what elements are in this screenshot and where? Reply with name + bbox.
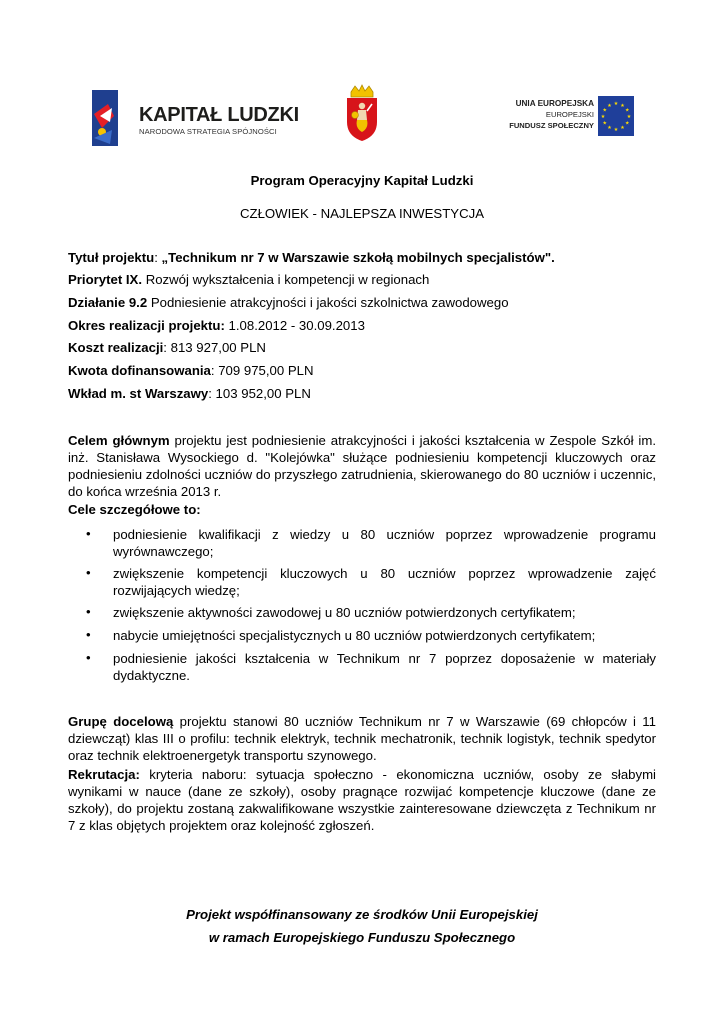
svg-text:★: ★ <box>620 102 625 109</box>
eu-line-1: UNIA EUROPEJSKA <box>515 99 594 108</box>
kapital-ludzki-subtitle: NARODOWA STRATEGIA SPÓJNOŚCI <box>139 127 277 136</box>
action-label: Działanie 9.2 <box>68 295 148 310</box>
cost-value: : 813 927,00 PLN <box>163 340 266 355</box>
period-line <box>68 318 365 333</box>
eu-line-2: EUROPEJSKI <box>545 110 594 119</box>
main-goal-paragraph <box>68 432 656 500</box>
project-title-value: „Technikum nr 7 w Warszawie szkołą mobilnych specjalistów". <box>161 250 555 265</box>
kapital-ludzki-emblem-icon <box>88 86 136 150</box>
target-group-label: Grupę docelową <box>68 714 174 729</box>
list-item-text: zwiększenie aktywności zawodowej u 80 uczniów potwierdzonych certyfikatem; <box>113 605 576 620</box>
svg-text:★: ★ <box>602 107 608 114</box>
eu-flag-icon <box>598 96 634 136</box>
bullet-icon: • <box>86 526 91 541</box>
funding-line <box>68 363 314 378</box>
svg-text:★: ★ <box>624 107 630 114</box>
priority-line <box>68 272 429 287</box>
priority-value: Rozwój wykształcenia i kompetencji w regionach <box>142 272 430 287</box>
target-group-paragraph <box>68 713 656 764</box>
bullet-icon: • <box>86 565 91 580</box>
list-item-text: podniesienie kwalifikacji z wiedzy u 80 uczniów poprzez wprowadzenie programu wyrównawczego; <box>113 527 656 559</box>
main-goal-label: Celem głównym <box>68 433 170 448</box>
contribution-line <box>68 386 311 401</box>
recruitment-text: kryteria naboru: sytuacja społeczno - ekonomiczna uczniów, osoby ze słabymi wynikami w nauce (dane ze szkoły), osoby pragnące rozwijać kompetencje kluczowe (dane ze szkoły), do projektu zostaną zakwalifikowane wszystkie zainteresowane dziewczęta z Technikum nr 7 z klas objętych projektem oraz kolejność zgłoszeń. <box>68 767 656 833</box>
footer-line-2: w ramach Europejskiego Funduszu Społecznego <box>208 930 516 945</box>
bullet-icon: • <box>86 650 91 665</box>
recruitment-paragraph <box>68 766 656 834</box>
warsaw-crest <box>343 84 381 142</box>
funding-value: : 709 975,00 PLN <box>210 363 314 378</box>
priority-label: Priorytet IX. <box>68 272 143 287</box>
project-title-sep: : <box>154 250 162 265</box>
cost-label: Koszt realizacji <box>68 340 164 355</box>
svg-text:★: ★ <box>620 125 625 132</box>
warsaw-crest-icon <box>343 84 381 142</box>
list-item-text: nabycie umiejętności specjalistycznych u 80 uczniów potwierdzonych certyfikatem; <box>113 628 596 643</box>
funding-label: Kwota dofinansowania <box>68 363 211 378</box>
action-line <box>68 295 509 310</box>
svg-text:★: ★ <box>613 101 619 107</box>
target-group-text: projektu stanowi 80 uczniów Technikum nr 7 w Warszawie (69 chłopców i 11 dziewcząt) klas III o profilu: technik elektryk, technik mechatronik, technik logistyk, technik spedytor oraz technik elektroenergetyk transportu szynowego. <box>68 714 656 763</box>
svg-text:★: ★ <box>626 114 632 120</box>
bullet-icon: • <box>86 604 91 619</box>
main-goal-text: projektu jest podniesienie atrakcyjności i jakości kształcenia w Zespole Szkół im. inż. Stanisława Wysockiego d. "Kolejówka" służące podniesieniu kompetencji kluczowych oraz podniesieniu zdolności uczniów do przyszłego zatrudnienia, skierowanego do 80 uczniów i uczennic, do końca września 2013 r. <box>68 433 656 499</box>
slogan: CZŁOWIEK - NAJLEPSZA INWESTYCJA <box>239 206 484 221</box>
footer-line-1: Projekt współfinansowany ze środków Unii Europejskiej <box>186 907 538 922</box>
list-item-text: zwiększenie kompetencji kluczowych u 80 uczniów poprzez wprowadzenie zajęć rozwijających wiedzę; <box>113 566 656 598</box>
contribution-value: : 103 952,00 PLN <box>208 386 311 401</box>
bullet-icon: • <box>86 627 91 642</box>
period-value: 1.08.2012 - 30.09.2013 <box>224 318 365 333</box>
action-value: Podniesienie atrakcyjności i jakości szkolnictwa zawodowego <box>147 295 509 310</box>
kapital-ludzki-title: KAPITAŁ LUDZKI <box>139 104 299 126</box>
eu-logo <box>470 86 650 150</box>
cost-line <box>68 340 266 355</box>
svg-text:★: ★ <box>607 125 612 132</box>
svg-text:★: ★ <box>600 114 606 120</box>
list-item-text: podniesienie jakości kształcenia w Technikum nr 7 poprzez doposażenie w materiały dydaktyczne. <box>113 651 656 683</box>
project-title-line <box>68 250 555 265</box>
contribution-label: Wkład m. st Warszawy <box>68 386 209 401</box>
eu-line-3: FUNDUSZ SPOŁECZNY <box>509 121 594 130</box>
specific-goals-heading: Cele szczegółowe to: <box>68 502 201 517</box>
program-title: Program Operacyjny Kapitał Ludzki <box>250 173 474 188</box>
recruitment-label: Rekrutacja: <box>68 767 140 782</box>
svg-text:★: ★ <box>624 120 630 127</box>
kapital-ludzki-logo <box>88 86 299 150</box>
project-title-label: Tytuł projektu <box>68 250 155 265</box>
svg-text:★: ★ <box>607 102 612 109</box>
svg-text:★: ★ <box>613 127 619 133</box>
svg-text:★: ★ <box>602 120 608 127</box>
period-label: Okres realizacji projektu: <box>68 318 225 333</box>
